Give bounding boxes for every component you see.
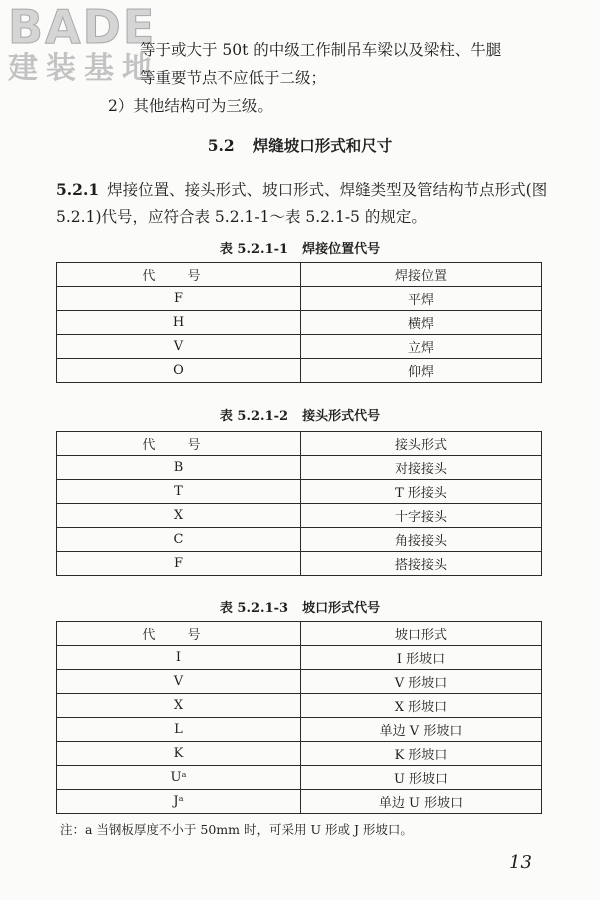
table-row [57,456,542,480]
clause-text: 焊接位置、接头形式、坡口形式、焊缝类型及管结构节点形式(图 5.2.1)代号，应符合表 5.2.1-1～表 5.2.1-5 的规定。 [56,181,548,226]
table-1-number: 表 5.2.1-1 [219,242,289,257]
table-row [57,552,542,576]
code-cell: B [57,456,301,480]
table-footnote: 注：a 当钢板厚度不小于 50mm 时，可采用 U 形或 J 形坡口。 [60,822,413,837]
meaning-cell: X 形坡口 [301,694,542,718]
table-header-row [57,432,542,456]
table-row [57,766,542,790]
meaning-cell: 仰焊 [301,359,542,383]
meaning-cell: 角接接头 [301,528,542,552]
page-number: 13 [509,852,532,873]
header-meaning: 接头形式 [301,432,542,456]
table-3-title: 坡口形式代号 [302,601,381,616]
meaning-cell: 单边 V 形坡口 [301,718,542,742]
table-row [57,790,542,814]
section-heading [0,134,600,156]
meaning-cell: 十字接头 [301,504,542,528]
table-welding-position [56,262,542,383]
table-row [57,528,542,552]
meaning-cell: T 形接头 [301,480,542,504]
code-cell: O [57,359,301,383]
code-cell: C [57,528,301,552]
table-row [57,359,542,383]
code-cell: I [57,646,301,670]
meaning-cell: V 形坡口 [301,670,542,694]
table-header-row [57,263,542,287]
meaning-cell: K 形坡口 [301,742,542,766]
table-joint-type [56,431,542,576]
code-cell: X [57,504,301,528]
meaning-cell: I 形坡口 [301,646,542,670]
table-3-caption [0,597,600,616]
meaning-cell: U 形坡口 [301,766,542,790]
header-code: 代 号 [57,622,301,646]
header-code: 代 号 [57,263,301,287]
clause-number: 5.2.1 [56,180,100,199]
code-cell: T [57,480,301,504]
code-cell: H [57,311,301,335]
table-row [57,504,542,528]
table-1-caption [0,238,600,257]
meaning-cell: 单边 U 形坡口 [301,790,542,814]
table-row [57,646,542,670]
intro-line-1: 等于或大于 50t 的中级工作制吊车梁以及梁柱、牛腿 [140,41,502,59]
meaning-cell: 立焊 [301,335,542,359]
table-groove-type [56,621,542,814]
code-cell: F [57,287,301,311]
code-cell: X [57,694,301,718]
code-cell: Jᵃ [57,790,301,814]
code-cell: Uᵃ [57,766,301,790]
table-row [57,311,542,335]
code-cell: V [57,670,301,694]
code-cell: V [57,335,301,359]
watermark-subtitle: 建装基地 [8,51,160,86]
table-header-row [57,622,542,646]
clause-paragraph [56,176,551,231]
table-row [57,480,542,504]
header-meaning: 焊接位置 [301,263,542,287]
meaning-cell: 对接接头 [301,456,542,480]
table-row [57,718,542,742]
table-row [57,670,542,694]
header-meaning: 坡口形式 [301,622,542,646]
header-code: 代 号 [57,432,301,456]
section-number: 5.2 [207,136,235,155]
code-cell: K [57,742,301,766]
meaning-cell: 横焊 [301,311,542,335]
meaning-cell: 平焊 [301,287,542,311]
watermark-logo-text: BADE [8,0,157,54]
code-cell: L [57,718,301,742]
table-2-number: 表 5.2.1-2 [219,409,289,424]
table-row [57,694,542,718]
table-1-title: 焊接位置代号 [302,242,381,257]
table-row [57,287,542,311]
meaning-cell: 搭接接头 [301,552,542,576]
watermark-logo [8,0,160,86]
table-row [57,742,542,766]
table-3-number: 表 5.2.1-3 [219,601,289,616]
intro-line-3: 2）其他结构可为三级。 [108,97,273,115]
code-cell: F [57,552,301,576]
intro-line-2: 等重要节点不应低于二级； [140,69,327,87]
table-2-title: 接头形式代号 [302,409,381,424]
table-2-caption [0,405,600,424]
table-row [57,335,542,359]
section-title: 焊缝坡口形式和尺寸 [252,136,393,155]
